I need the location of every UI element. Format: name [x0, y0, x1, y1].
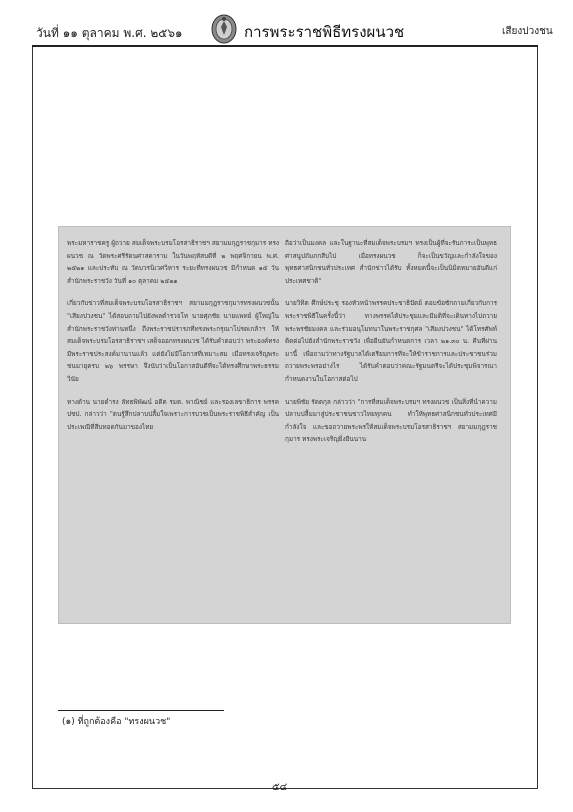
clipping-paragraph: นายพิชัย รัตตกุล กล่าวว่า "การที่สมเด็จพระบรมฯ ทรงผนวช เป็นสิ่งที่นำความปลาบปลื้มมาสู่ประชาชนชาวไทยทุกคน ทำให้พุทธศาสนิกชนทั่วประเทศมีกำลังใจ และขอถวายพระพรให้สมเด็จพระบรมโอรสาธิราชฯ สยามมกุฎราชกุมาร ทรงพระเจริญยิ่งยืนนาน: [285, 397, 497, 444]
clipping-right-column: [285, 237, 497, 456]
clipping-paragraph: ทางด้าน นายดำรง ลัทธพิพัฒน์ อดีต รมต. พาณิชย์ และรองเลขาธิการ พรรค ปชป. กล่าวว่า "ตนรู้สึกปลาบปลื้มใจเพราะการบวชเป็นพระราชพิธีสำคัญ เป็นประเพณีที่สืบทอดกันมาของไทย: [67, 397, 279, 431]
clipping-left-column: [67, 237, 279, 443]
royal-seal-icon: [210, 13, 238, 45]
clipping-paragraph: นายวิทิต ศึกษ์ประชุ รองหัวหน้าพรรคประชาธิปัตย์ ตอบข้อซักถามเกี่ยวกับการพระราชพิธีในครั้งนี้ว่า ทางพรรคได้ประชุมและมีมติที่จะเดินทางไปถวายพระพรชัยมงคล และร่วมอนุโมทนาในพระราชกุศล "เสียงปวงชน" ได้โทรศัพท์ติดต่อไปยังสำนักพระราชวัง เพื่อยืนยันกำหนดการ เวลา ๒๑.๓๐ น. คืนที่ผ่านมานี้ เพื่อถามว่าทางรัฐบาลได้เตรียมการที่จะให้ข้าราชการและประชาชนร่วมถวายพระพรอย่างไร ได้รับคำตอบว่าคณะรัฐมนตรีจะได้ประชุมพิจารณากำหนดงานในโอกาสต่อไป: [285, 299, 497, 383]
footnote: (๑) ที่ถูกต้องคือ "ทรงผนวช": [62, 717, 171, 727]
page-number: ๕๔: [272, 782, 288, 793]
footnote-rule: [58, 710, 224, 711]
page-header: [0, 0, 573, 48]
clipping-paragraph: ถือว่าเป็นมงคล และในฐานะที่สมเด็จพระบรมฯ ทรงเป็นผู้ที่จะรับภาระเป็นพุทธศาสนูปถัมภกสืบไป เมื่อทรงผนวช ก็จะเป็นขวัญและกำลังใจของพุทธศาสนิกชนทั่วประเทศ สำนักข่าวได้รับ ทั้งหมดนี้จะเป็นนิมิตหมายอันดีแก่ประเทศชาติ": [285, 239, 497, 285]
clipping-paragraph: พระมหาราชครู ผู้ถวาย สมเด็จพระบรมโอรสาธิราชฯ สยามมกุฎราชกุมาร ทรงผนวช ณ วัดพระศรีรัตนศาสดาราม ในวันพฤหัสบดีที่ ๒ พฤศจิกายน พ.ศ. ๒๕๒๑ และประทับ ณ วัดบวรนิเวศวิหาร ระยะที่ทรงผนวช มีกำหนด ๑๕ วัน สำนักพระราชวัง วันที่ ๑๐ ตุลาคม ๒๕๒๑: [67, 239, 279, 285]
header-title: การพระราชพิธีทรงผนวช: [244, 23, 405, 41]
header-source: เสียงปวงชน: [502, 26, 553, 37]
header-date: วันที่ ๑๑ ตุลาคม พ.ศ. ๒๕๖๑: [36, 26, 183, 40]
clipping-paragraph: เกี่ยวกับข่าวที่สมเด็จพระบรมโอรสาธิราชฯ สยามมกุฎราชกุมารทรงผนวชนั้น "เสียงปวงชน" ได้สอบถามไปยังพลตำรวจโท นายศุภชัย นายแพทย์ ผู้ใหญ่ในสำนักพระราชวังท่านหนึ่ง ถึงพระราชปรารภที่ทรงพระกรุณาโปรดเกล้าฯ ให้สมเด็จพระบรมโอรสาธิราชฯ เสด็จออกทรงผนวช ได้รับคำตอบว่า พระองค์ทรงมีพระราชประสงค์มานานแล้ว แต่ยังไม่มีโอกาสที่เหมาะสม เมื่อทรงเจริญพระชนมายุครบ ๒๖ พรรษา จึงนับว่าเป็นโอกาสอันดีที่จะได้ทรงศึกษาพระธรรมวินัย: [67, 299, 279, 383]
newspaper-clipping: [58, 226, 511, 624]
